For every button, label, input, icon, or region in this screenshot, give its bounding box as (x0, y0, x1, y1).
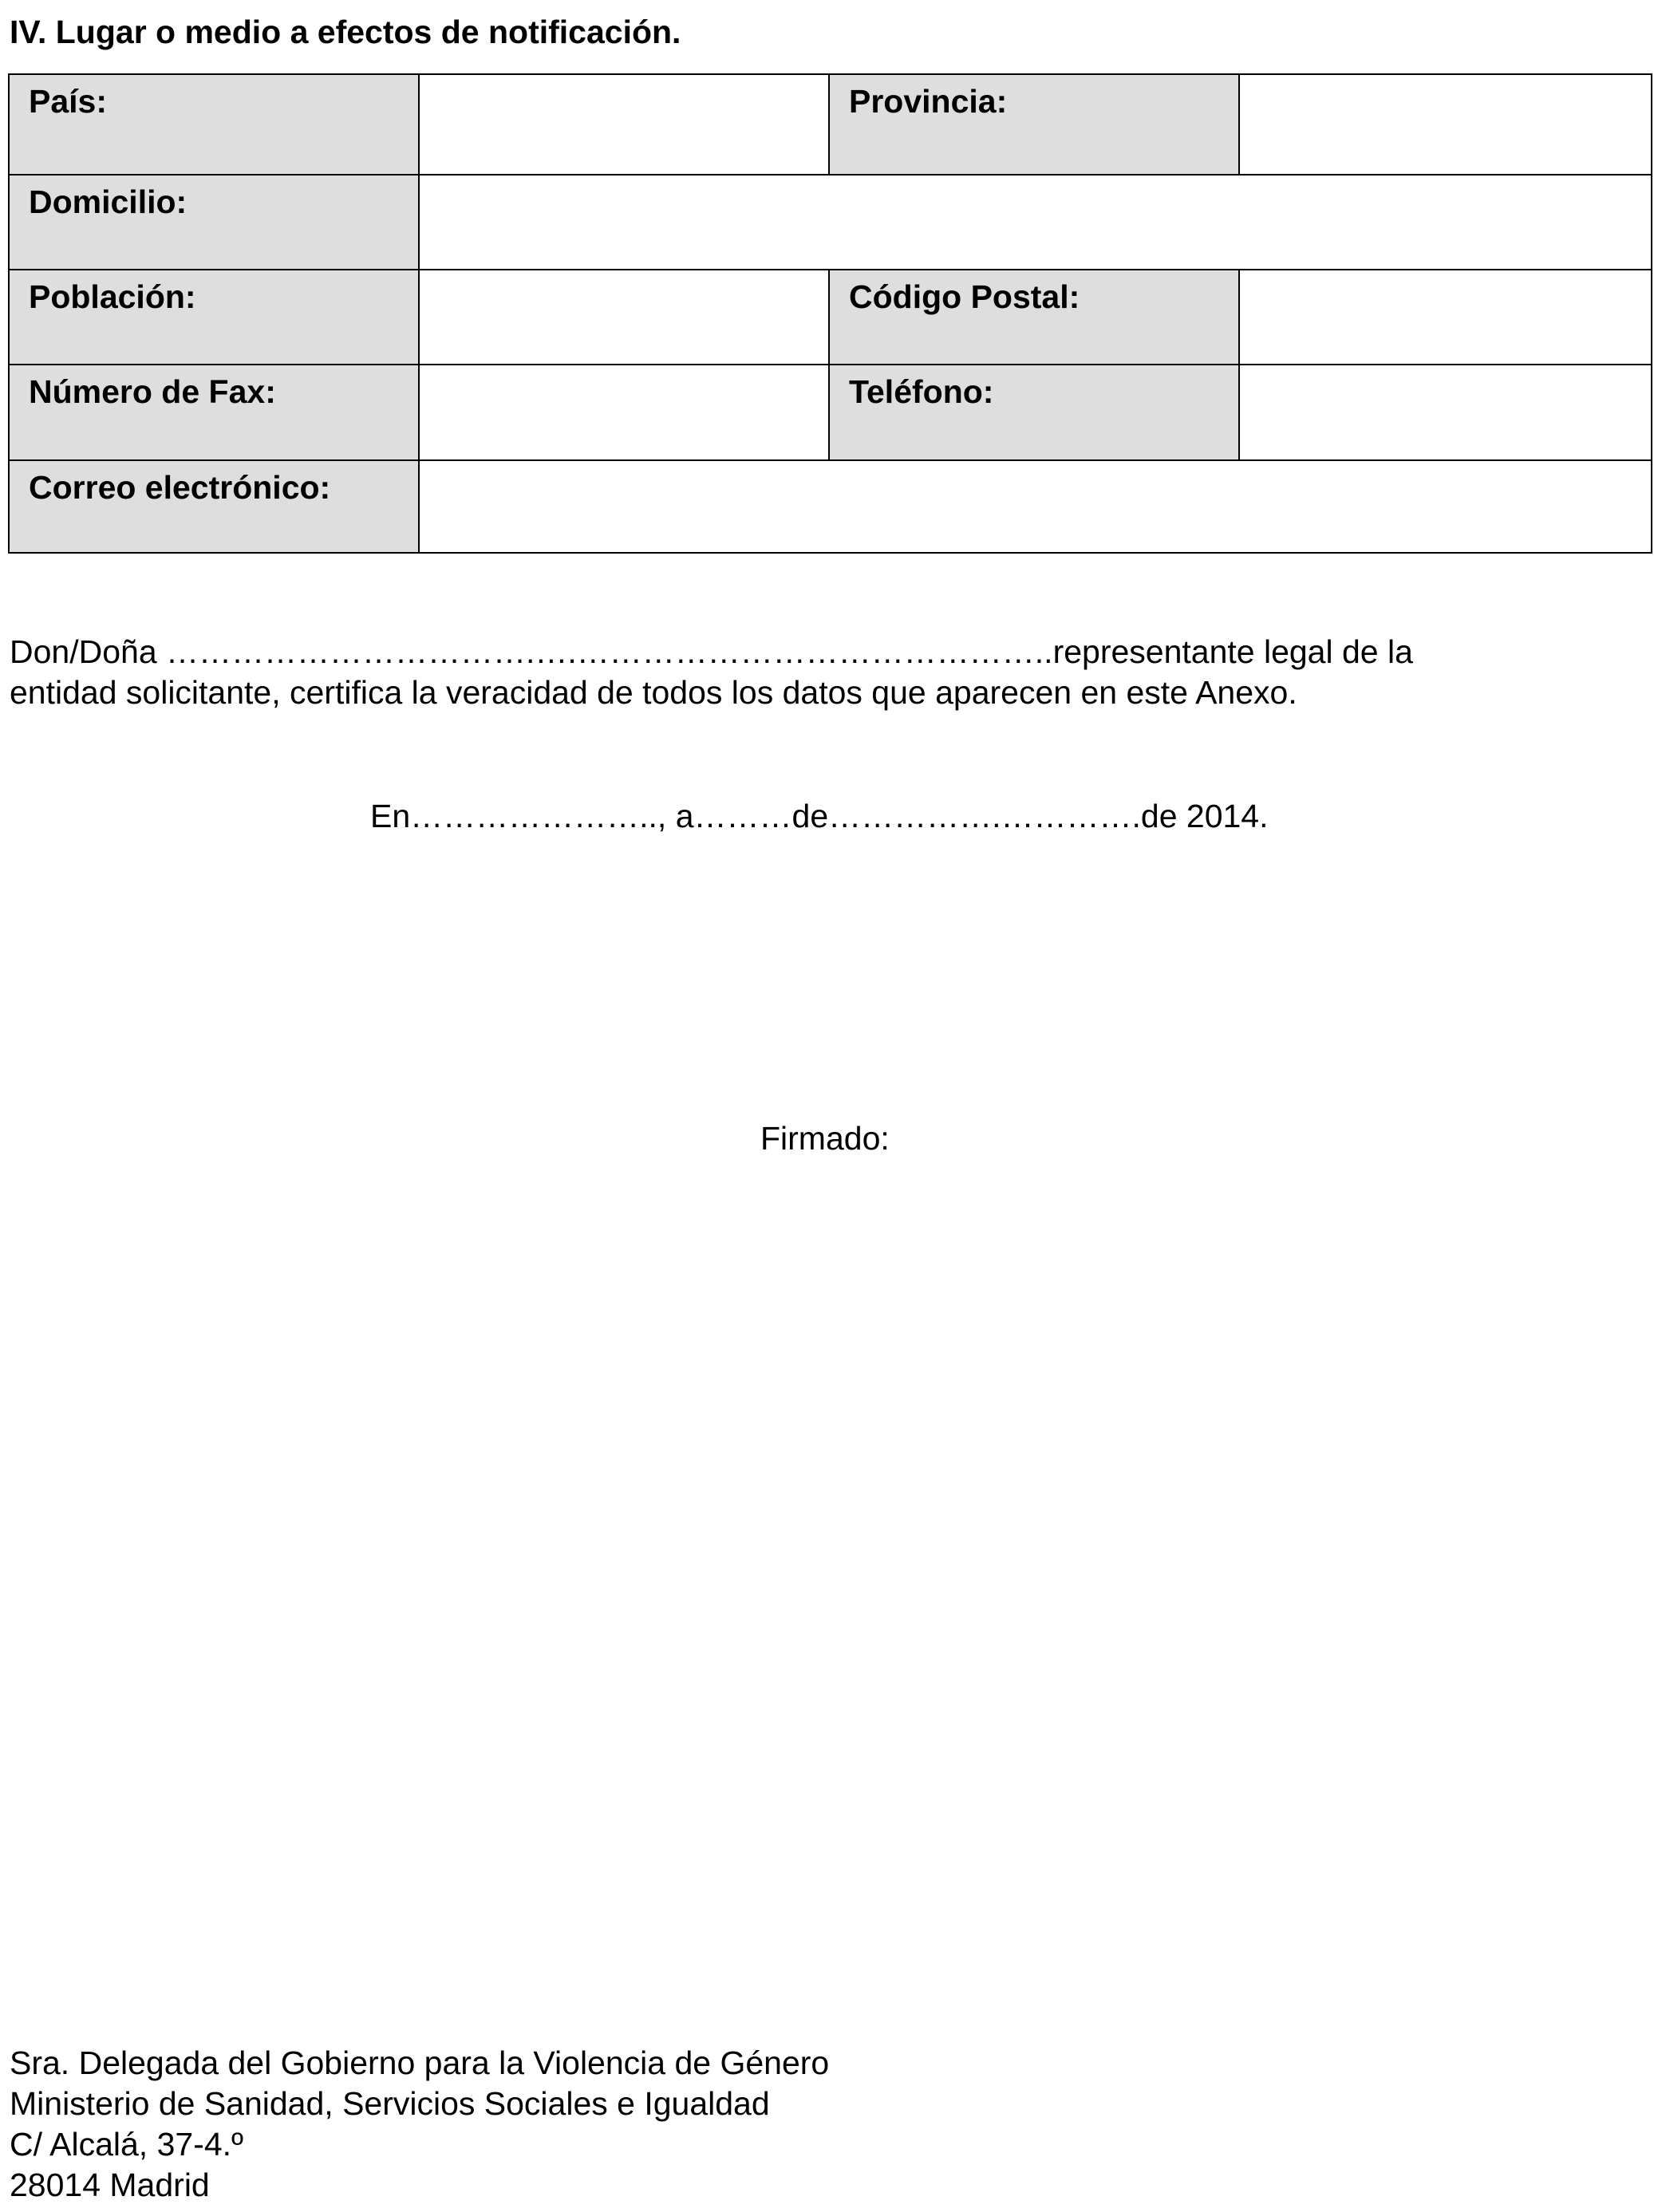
certification-line-2: entidad solicitante, certifica la veracidad de todos los datos que aparecen en este Anexo. (10, 674, 1297, 711)
form-row-correo (9, 460, 1652, 553)
telefono-field[interactable] (1239, 365, 1652, 460)
form-row-poblacion (9, 270, 1652, 365)
address-line-3: C/ Alcalá, 37-4.º (10, 2126, 244, 2163)
recipient-address (10, 2043, 829, 2206)
correo-label: Correo electrónico: (9, 460, 419, 553)
address-line-4: 28014 Madrid (10, 2167, 210, 2203)
address-line-2: Ministerio de Sanidad, Servicios Sociales e Igualdad (10, 2085, 770, 2122)
notification-form-table (8, 73, 1652, 554)
poblacion-label: Población: (9, 270, 419, 365)
provincia-label: Provincia: (829, 74, 1239, 175)
correo-field[interactable] (419, 460, 1652, 553)
pais-label: País: (9, 74, 419, 175)
fax-field[interactable] (419, 365, 829, 460)
form-row-pais (9, 74, 1652, 175)
provincia-field[interactable] (1239, 74, 1652, 175)
domicilio-label: Domicilio: (9, 175, 419, 270)
codigo-postal-label: Código Postal: (829, 270, 1239, 365)
fax-label: Número de Fax: (9, 365, 419, 460)
section-title: IV. Lugar o medio a efectos de notificación. (10, 14, 681, 50)
domicilio-field[interactable] (419, 175, 1652, 270)
certification-paragraph (10, 632, 1637, 713)
signed-label: Firmado: (760, 1120, 890, 1157)
pais-field[interactable] (419, 74, 829, 175)
telefono-label: Teléfono: (829, 365, 1239, 460)
form-row-fax (9, 365, 1652, 460)
date-line: En………………….., a………de…………….………….de 2014. (370, 798, 1269, 834)
certification-line-1: Don/Doña …………………………….….……………………………………..representante legal de la (10, 633, 1413, 670)
poblacion-field[interactable] (419, 270, 829, 365)
address-line-1: Sra. Delegada del Gobierno para la Violencia de Género (10, 2044, 830, 2081)
codigo-postal-field[interactable] (1239, 270, 1652, 365)
form-row-domicilio (9, 175, 1652, 270)
